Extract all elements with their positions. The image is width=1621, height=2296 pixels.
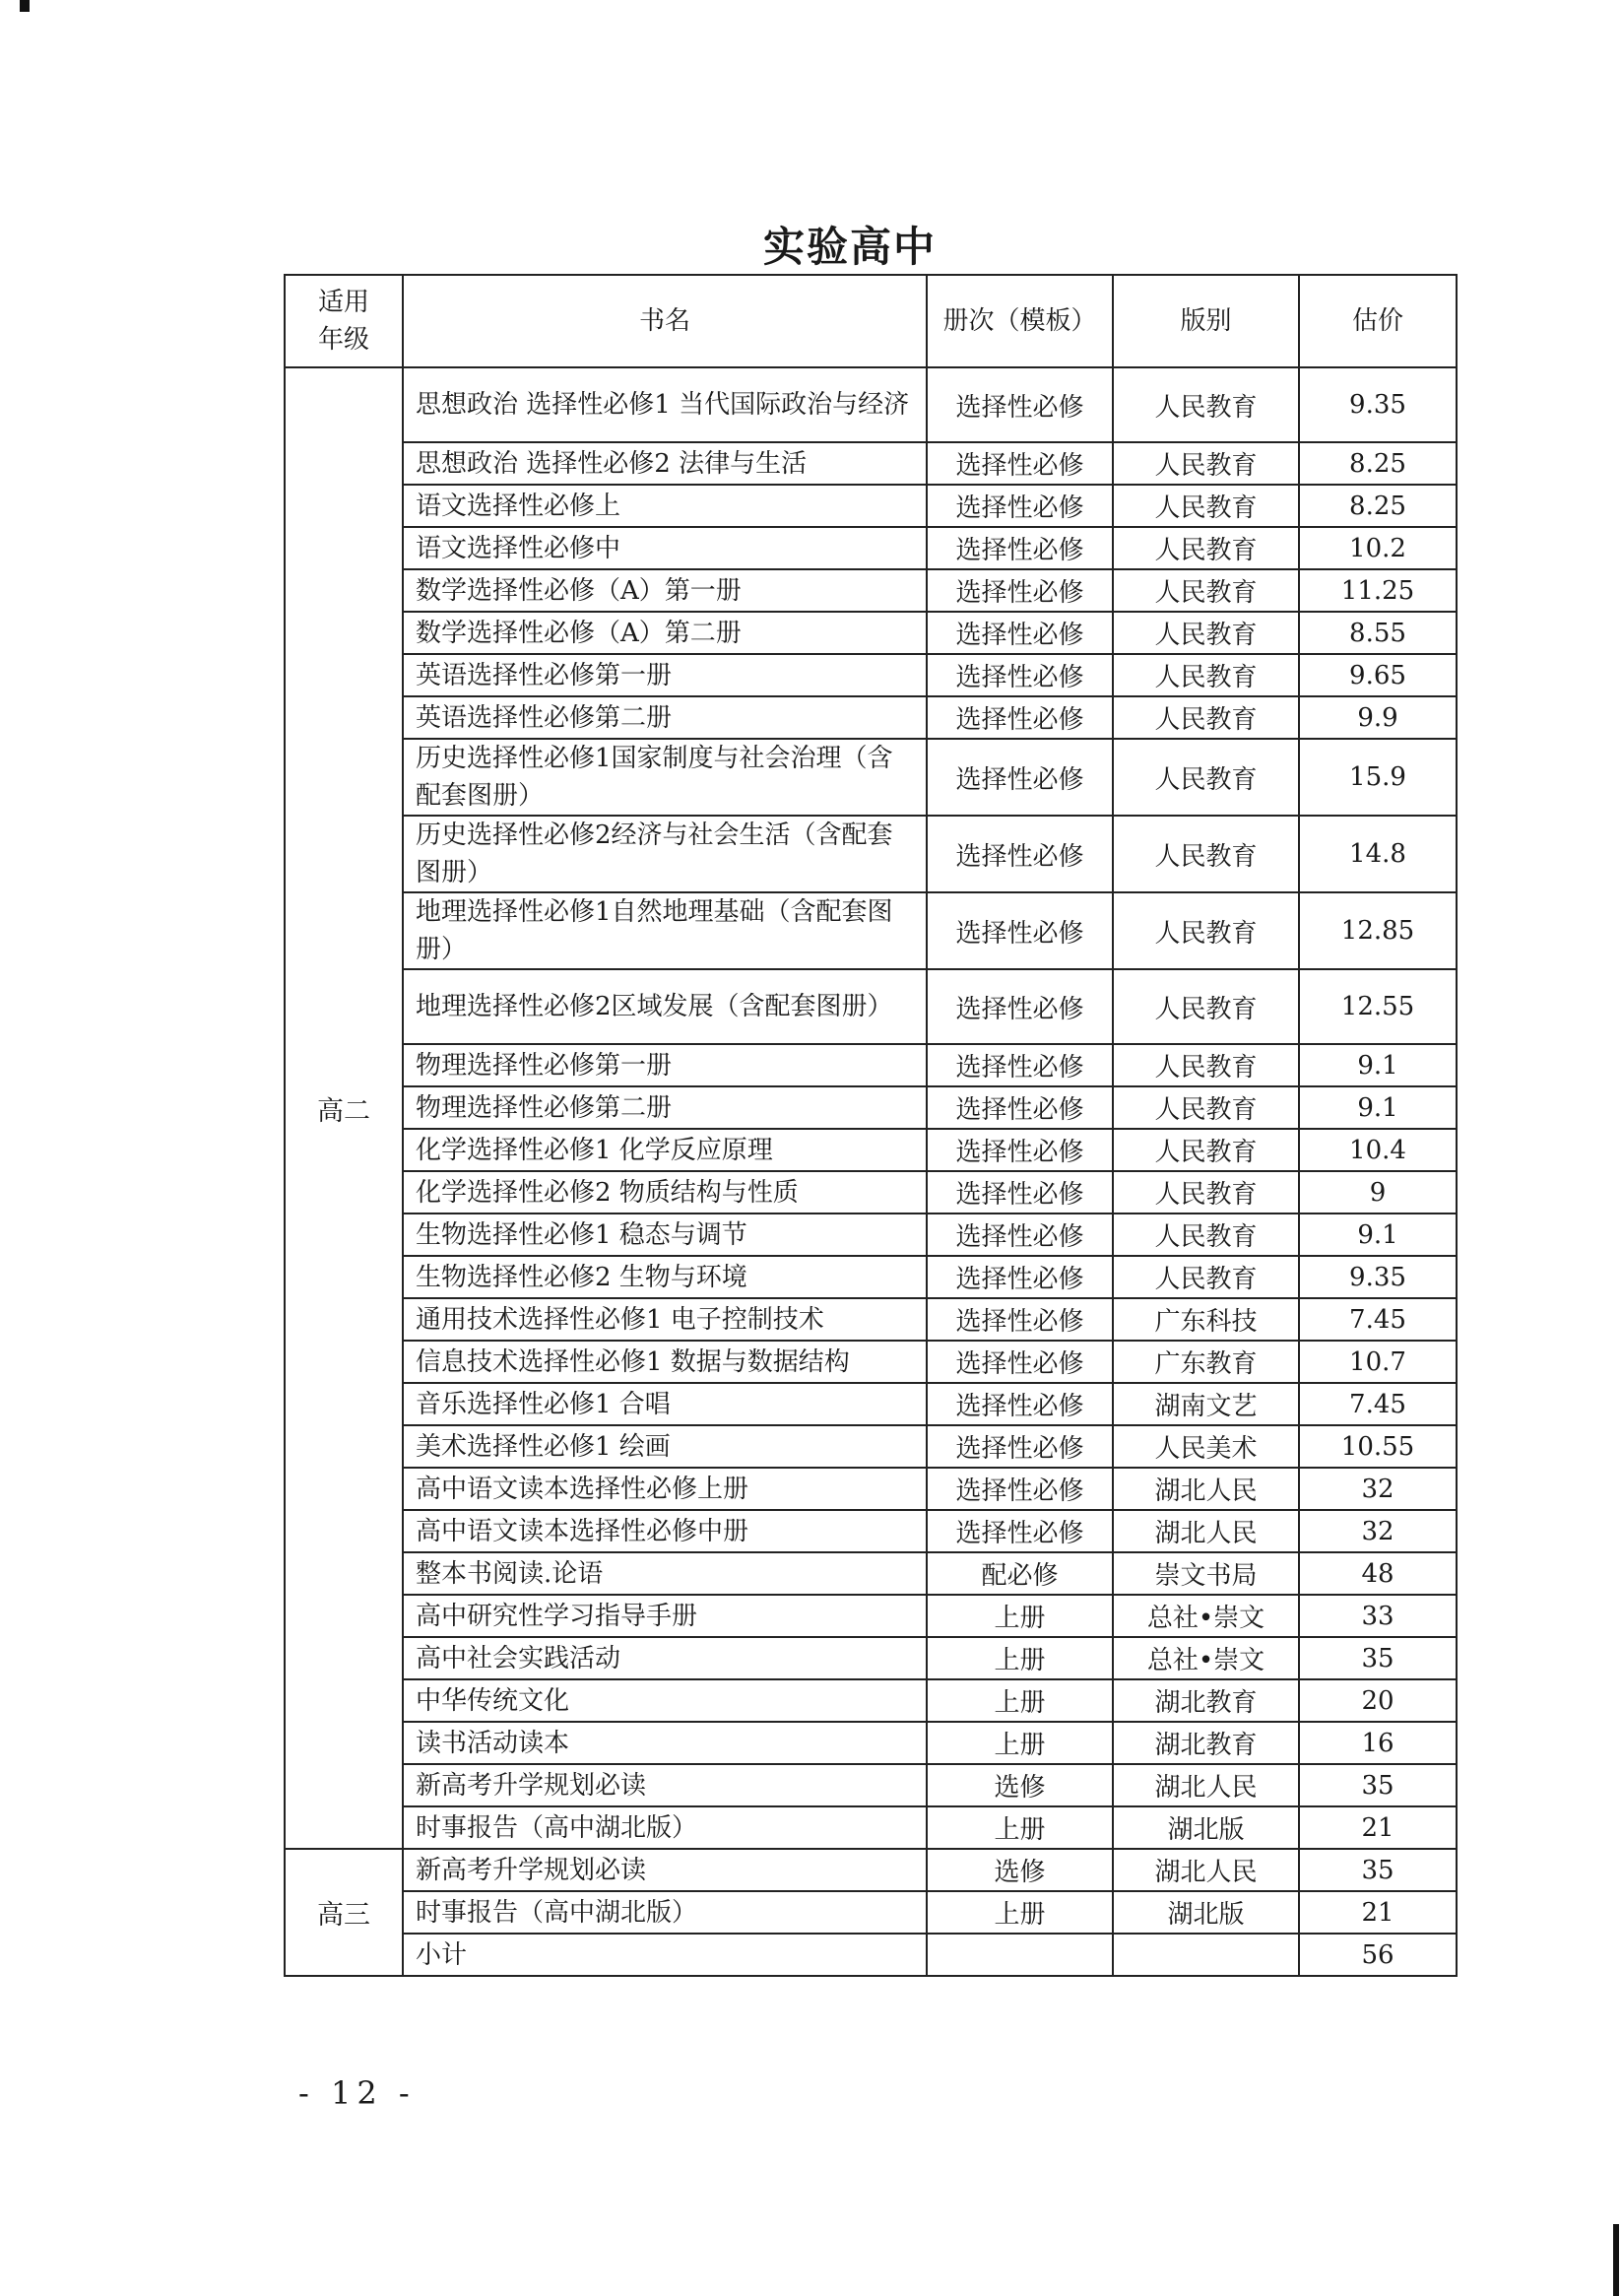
book-name-cell: 地理选择性必修1自然地理基础（含配套图册）	[403, 892, 927, 969]
volume-cell: 上册	[927, 1891, 1113, 1934]
volume-cell: 配必修	[927, 1552, 1113, 1595]
grade-cell: 高三	[285, 1849, 403, 1976]
publisher-cell: 人民教育	[1113, 1171, 1299, 1214]
publisher-cell: 湖北人民	[1113, 1468, 1299, 1510]
price-cell: 32	[1299, 1510, 1457, 1552]
price-cell: 35	[1299, 1637, 1457, 1679]
volume-cell: 选择性必修	[927, 892, 1113, 969]
table-row	[285, 485, 1457, 527]
table-row	[285, 1764, 1457, 1806]
price-cell: 9.1	[1299, 1214, 1457, 1256]
book-name-cell: 新高考升学规划必读	[403, 1849, 927, 1891]
volume-cell: 选择性必修	[927, 569, 1113, 612]
publisher-cell: 湖北教育	[1113, 1722, 1299, 1764]
textbook-table	[284, 274, 1458, 1977]
table-row	[285, 1256, 1457, 1298]
price-cell: 9.35	[1299, 1256, 1457, 1298]
price-cell: 20	[1299, 1679, 1457, 1722]
publisher-cell: 人民教育	[1113, 367, 1299, 442]
table-row	[285, 1637, 1457, 1679]
price-cell: 12.85	[1299, 892, 1457, 969]
price-cell: 9.35	[1299, 367, 1457, 442]
book-name-cell: 高中研究性学习指导手册	[403, 1595, 927, 1637]
table-row	[285, 696, 1457, 739]
volume-cell: 选择性必修	[927, 1510, 1113, 1552]
table-row	[285, 1425, 1457, 1468]
table-row	[285, 1086, 1457, 1129]
price-cell: 8.55	[1299, 612, 1457, 654]
publisher-cell: 人民教育	[1113, 527, 1299, 569]
volume-cell: 选择性必修	[927, 1214, 1113, 1256]
price-cell: 21	[1299, 1891, 1457, 1934]
table-row	[285, 569, 1457, 612]
book-name-cell: 信息技术选择性必修1 数据与数据结构	[403, 1341, 927, 1383]
publisher-cell: 人民教育	[1113, 969, 1299, 1044]
publisher-cell: 人民教育	[1113, 442, 1299, 485]
table-row	[285, 1806, 1457, 1849]
price-cell: 10.2	[1299, 527, 1457, 569]
volume-cell: 选择性必修	[927, 1298, 1113, 1341]
book-name-cell: 中华传统文化	[403, 1679, 927, 1722]
table-row	[285, 892, 1457, 969]
price-cell: 10.55	[1299, 1425, 1457, 1468]
volume-cell: 选择性必修	[927, 1044, 1113, 1086]
table-row	[285, 1214, 1457, 1256]
table-row	[285, 969, 1457, 1044]
volume-cell: 选择性必修	[927, 1086, 1113, 1129]
table-row	[285, 1298, 1457, 1341]
publisher-cell: 人民教育	[1113, 1129, 1299, 1171]
volume-cell: 选择性必修	[927, 367, 1113, 442]
table-row	[285, 816, 1457, 892]
book-name-cell: 历史选择性必修2经济与社会生活（含配套图册）	[403, 816, 927, 892]
book-name-cell: 英语选择性必修第一册	[403, 654, 927, 696]
book-name-cell: 生物选择性必修1 稳态与调节	[403, 1214, 927, 1256]
price-cell: 9.1	[1299, 1044, 1457, 1086]
price-cell: 32	[1299, 1468, 1457, 1510]
book-name-cell: 读书活动读本	[403, 1722, 927, 1764]
header-grade-label: 适用年级	[317, 288, 369, 355]
volume-cell: 上册	[927, 1637, 1113, 1679]
book-name-cell: 整本书阅读.论语	[403, 1552, 927, 1595]
table-row	[285, 367, 1457, 442]
table-header-row	[285, 275, 1457, 367]
volume-cell: 选择性必修	[927, 1468, 1113, 1510]
table-row	[285, 739, 1457, 816]
price-cell: 14.8	[1299, 816, 1457, 892]
table-row	[285, 442, 1457, 485]
book-name-cell: 通用技术选择性必修1 电子控制技术	[403, 1298, 927, 1341]
book-name-cell: 高中语文读本选择性必修中册	[403, 1510, 927, 1552]
price-cell: 9.65	[1299, 654, 1457, 696]
table-row	[285, 1934, 1457, 1976]
book-name-cell: 语文选择性必修中	[403, 527, 927, 569]
volume-cell: 选择性必修	[927, 969, 1113, 1044]
book-name-cell: 思想政治 选择性必修1 当代国际政治与经济	[403, 367, 927, 442]
price-cell: 7.45	[1299, 1383, 1457, 1425]
publisher-cell: 总社•崇文	[1113, 1637, 1299, 1679]
book-name-cell: 历史选择性必修1国家制度与社会治理（含配套图册）	[403, 739, 927, 816]
book-name-cell: 生物选择性必修2 生物与环境	[403, 1256, 927, 1298]
price-cell: 56	[1299, 1934, 1457, 1976]
volume-cell: 上册	[927, 1679, 1113, 1722]
table-body	[285, 367, 1457, 1976]
price-cell: 11.25	[1299, 569, 1457, 612]
publisher-cell: 广东教育	[1113, 1341, 1299, 1383]
publisher-cell: 人民教育	[1113, 1256, 1299, 1298]
publisher-cell: 总社•崇文	[1113, 1595, 1299, 1637]
publisher-cell: 湖北教育	[1113, 1679, 1299, 1722]
book-name-cell: 音乐选择性必修1 合唱	[403, 1383, 927, 1425]
publisher-cell: 人民教育	[1113, 485, 1299, 527]
volume-cell: 上册	[927, 1722, 1113, 1764]
table-row	[285, 612, 1457, 654]
volume-cell: 选择性必修	[927, 739, 1113, 816]
price-cell: 48	[1299, 1552, 1457, 1595]
price-cell: 10.7	[1299, 1341, 1457, 1383]
price-cell: 16	[1299, 1722, 1457, 1764]
book-name-cell: 物理选择性必修第二册	[403, 1086, 927, 1129]
grade-cell: 高二	[285, 367, 403, 1849]
price-cell: 9.9	[1299, 696, 1457, 739]
textbook-table-container	[284, 274, 1458, 1977]
book-name-cell: 地理选择性必修2区域发展（含配套图册）	[403, 969, 927, 1044]
book-name-cell: 化学选择性必修2 物质结构与性质	[403, 1171, 927, 1214]
price-cell: 9	[1299, 1171, 1457, 1214]
volume-cell: 选择性必修	[927, 1171, 1113, 1214]
book-name-cell: 思想政治 选择性必修2 法律与生活	[403, 442, 927, 485]
publisher-cell: 人民教育	[1113, 654, 1299, 696]
volume-cell: 选修	[927, 1764, 1113, 1806]
publisher-cell: 人民教育	[1113, 892, 1299, 969]
book-name-cell: 数学选择性必修（A）第二册	[403, 612, 927, 654]
table-row	[285, 1510, 1457, 1552]
publisher-cell: 崇文书局	[1113, 1552, 1299, 1595]
volume-cell: 选择性必修	[927, 612, 1113, 654]
book-name-cell: 英语选择性必修第二册	[403, 696, 927, 739]
publisher-cell: 人民教育	[1113, 569, 1299, 612]
header-price: 估价	[1299, 275, 1457, 367]
header-publisher: 版别	[1113, 275, 1299, 367]
publisher-cell: 湖北人民	[1113, 1510, 1299, 1552]
publisher-cell: 人民教育	[1113, 612, 1299, 654]
table-row	[285, 1044, 1457, 1086]
book-name-cell: 物理选择性必修第一册	[403, 1044, 927, 1086]
header-grade	[285, 275, 403, 367]
book-name-cell: 时事报告（高中湖北版）	[403, 1891, 927, 1934]
volume-cell: 选择性必修	[927, 1129, 1113, 1171]
table-row	[285, 1552, 1457, 1595]
volume-cell: 选择性必修	[927, 442, 1113, 485]
book-name-cell: 高中社会实践活动	[403, 1637, 927, 1679]
table-row	[285, 1129, 1457, 1171]
volume-cell	[927, 1934, 1113, 1976]
price-cell: 35	[1299, 1764, 1457, 1806]
volume-cell: 选择性必修	[927, 527, 1113, 569]
table-row	[285, 1722, 1457, 1764]
publisher-cell	[1113, 1934, 1299, 1976]
table-row	[285, 1341, 1457, 1383]
table-row	[285, 1595, 1457, 1637]
publisher-cell: 人民教育	[1113, 1086, 1299, 1129]
book-name-cell: 小计	[403, 1934, 927, 1976]
volume-cell: 选择性必修	[927, 1425, 1113, 1468]
publisher-cell: 人民美术	[1113, 1425, 1299, 1468]
page-number: - 12 -	[298, 2074, 416, 2112]
volume-cell: 选择性必修	[927, 1383, 1113, 1425]
volume-cell: 上册	[927, 1595, 1113, 1637]
table-row	[285, 527, 1457, 569]
volume-cell: 选择性必修	[927, 1341, 1113, 1383]
book-name-cell: 高中语文读本选择性必修上册	[403, 1468, 927, 1510]
volume-cell: 上册	[927, 1806, 1113, 1849]
price-cell: 7.45	[1299, 1298, 1457, 1341]
header-volume: 册次（模板）	[927, 275, 1113, 367]
publisher-cell: 人民教育	[1113, 1044, 1299, 1086]
book-name-cell: 美术选择性必修1 绘画	[403, 1425, 927, 1468]
page-title: 实验高中	[762, 223, 937, 271]
book-name-cell: 新高考升学规划必读	[403, 1764, 927, 1806]
table-row	[285, 1679, 1457, 1722]
publisher-cell: 人民教育	[1113, 739, 1299, 816]
scan-edge-mark-bottom	[1613, 2224, 1619, 2296]
book-name-cell: 语文选择性必修上	[403, 485, 927, 527]
publisher-cell: 湖北人民	[1113, 1849, 1299, 1891]
volume-cell: 选择性必修	[927, 654, 1113, 696]
price-cell: 9.1	[1299, 1086, 1457, 1129]
publisher-cell: 人民教育	[1113, 696, 1299, 739]
price-cell: 8.25	[1299, 442, 1457, 485]
table-row	[285, 1849, 1457, 1891]
publisher-cell: 人民教育	[1113, 816, 1299, 892]
publisher-cell: 湖北人民	[1113, 1764, 1299, 1806]
scan-edge-mark-top	[20, 0, 30, 12]
publisher-cell: 湖北版	[1113, 1891, 1299, 1934]
table-row	[285, 1383, 1457, 1425]
table-row	[285, 654, 1457, 696]
publisher-cell: 湖南文艺	[1113, 1383, 1299, 1425]
table-row	[285, 1171, 1457, 1214]
price-cell: 33	[1299, 1595, 1457, 1637]
price-cell: 12.55	[1299, 969, 1457, 1044]
book-name-cell: 时事报告（高中湖北版）	[403, 1806, 927, 1849]
volume-cell: 选择性必修	[927, 816, 1113, 892]
volume-cell: 选择性必修	[927, 696, 1113, 739]
volume-cell: 选修	[927, 1849, 1113, 1891]
price-cell: 35	[1299, 1849, 1457, 1891]
volume-cell: 选择性必修	[927, 1256, 1113, 1298]
price-cell: 10.4	[1299, 1129, 1457, 1171]
volume-cell: 选择性必修	[927, 485, 1113, 527]
table-row	[285, 1468, 1457, 1510]
publisher-cell: 湖北版	[1113, 1806, 1299, 1849]
publisher-cell: 人民教育	[1113, 1214, 1299, 1256]
price-cell: 21	[1299, 1806, 1457, 1849]
publisher-cell: 广东科技	[1113, 1298, 1299, 1341]
header-book-name: 书名	[403, 275, 927, 367]
price-cell: 15.9	[1299, 739, 1457, 816]
price-cell: 8.25	[1299, 485, 1457, 527]
book-name-cell: 数学选择性必修（A）第一册	[403, 569, 927, 612]
book-name-cell: 化学选择性必修1 化学反应原理	[403, 1129, 927, 1171]
table-row	[285, 1891, 1457, 1934]
